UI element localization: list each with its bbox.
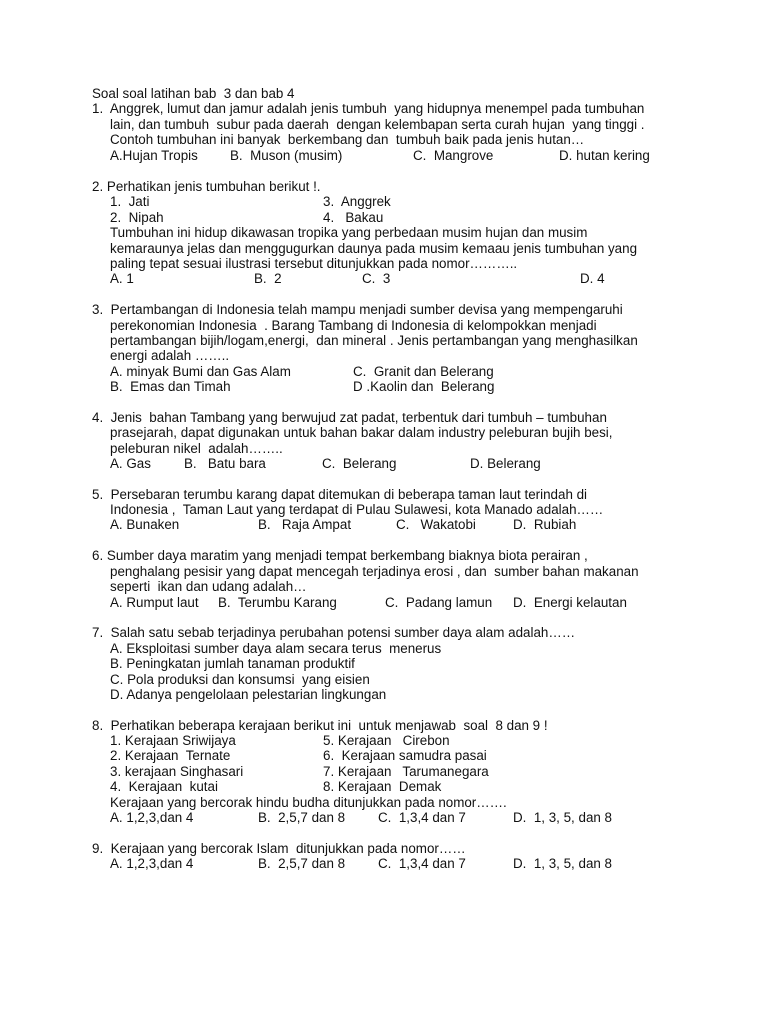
option-d[interactable]: D. Energi kelautan	[513, 595, 627, 610]
option-b[interactable]: B. Raja Ampat	[258, 517, 352, 532]
question-8-line: 8. Perhatikan beberapa kerajaan berikut ini untuk menjawab soal 8 dan 9 !	[92, 718, 548, 733]
list-item: 1. Jati	[110, 194, 150, 209]
option-d[interactable]: D. hutan kering	[559, 148, 650, 163]
question-3-line: pertambangan bijih/logam,energi, dan mineral . Jenis pertambangan yang menghasilkan	[110, 333, 638, 348]
option-a[interactable]: A. Gas	[110, 456, 151, 471]
question-3-line: 3. Pertambangan di Indonesia telah mampu menjadi sumber devisa yang mempengaruhi	[92, 302, 623, 317]
option-a[interactable]: A. Bunaken	[110, 517, 180, 532]
option-c[interactable]: C. Padang lamun	[385, 595, 493, 610]
list-item: 2. Nipah	[110, 210, 164, 225]
list-item: 1. Kerajaan Sriwijaya	[110, 733, 236, 748]
option-d[interactable]: D. Belerang	[470, 456, 541, 471]
question-5-line: Indonesia , Taman Laut yang terdapat di Pulau Sulawesi, kota Manado adalah……	[110, 502, 604, 517]
question-9-line: 9. Kerajaan yang bercorak Islam ditunjukkan pada nomor……	[92, 841, 466, 856]
question-6-line: seperti ikan dan udang adalah…	[110, 579, 307, 594]
question-6-line: 6. Sumber daya maratim yang menjadi tempat berkembang biaknya biota perairan ,	[92, 548, 588, 563]
question-7-line: 7. Salah satu sebab terjadinya perubahan potensi sumber daya alam adalah……	[92, 625, 576, 640]
list-item: 6. Kerajaan samudra pasai	[323, 748, 487, 763]
option-b[interactable]: B. Muson (musim)	[230, 148, 343, 163]
option-a[interactable]: A.Hujan Tropis	[110, 148, 198, 163]
option-c[interactable]: C. Mangrove	[413, 148, 494, 163]
option-a[interactable]: A. 1,2,3,dan 4	[110, 856, 194, 871]
option-c[interactable]: C. Granit dan Belerang	[353, 364, 494, 379]
list-item: 4. Kerajaan kutai	[110, 779, 218, 794]
option-a[interactable]: A. 1	[110, 271, 134, 286]
option-a[interactable]: A. 1,2,3,dan 4	[110, 810, 194, 825]
question-1-line: 1. Anggrek, lumut dan jamur adalah jenis tumbuh yang hidupnya menempel pada tumbuhan	[92, 101, 645, 116]
option-c[interactable]: C. Pola produksi dan konsumsi yang eisien	[110, 672, 370, 687]
question-4-line: prasejarah, dapat digunakan untuk bahan bakar dalam industry peleburan bujih besi,	[110, 425, 613, 440]
list-item: 4. Bakau	[323, 210, 384, 225]
list-item: 7. Kerajaan Tarumanegara	[323, 764, 489, 779]
question-2-line: Tumbuhan ini hidup dikawasan tropika yang perbedaan musim hujan dan musim	[110, 225, 588, 240]
list-item: 2. Kerajaan Ternate	[110, 748, 231, 763]
question-4-line: peleburan nikel adalah……..	[110, 441, 283, 456]
option-c[interactable]: C. Wakatobi	[396, 517, 476, 532]
option-d[interactable]: D .Kaolin dan Belerang	[353, 379, 495, 394]
option-b[interactable]: B. 2,5,7 dan 8	[258, 856, 346, 871]
option-b[interactable]: B. Peningkatan jumlah tanaman produktif	[110, 656, 355, 671]
question-5-line: 5. Persebaran terumbu karang dapat ditemukan di beberapa taman laut terindah di	[92, 487, 588, 502]
question-2-line: paling tepat sesuai ilustrasi tersebut ditunjukkan pada nomor………..	[110, 256, 518, 271]
question-1-line: Contoh tumbuhan ini banyak berkembang dan tumbuh baik pada jenis hutan…	[110, 132, 585, 147]
option-b[interactable]: B. 2	[254, 271, 282, 286]
option-a[interactable]: A. Eksploitasi sumber daya alam secara terus menerus	[110, 641, 442, 656]
option-c[interactable]: C. 3	[362, 271, 391, 286]
option-c[interactable]: C. 1,3,4 dan 7	[378, 856, 466, 871]
option-b[interactable]: B. Batu bara	[184, 456, 266, 471]
list-item: 3. kerajaan Singhasari	[110, 764, 244, 779]
question-2-line: kemaraunya jelas dan menggugurkan daunya pada musim kemaau jenis tumbuhan yang	[110, 241, 638, 256]
option-a[interactable]: A. Rumput laut	[110, 595, 199, 610]
question-2-line: 2. Perhatikan jenis tumbuhan berikut !.	[92, 179, 321, 194]
question-3-line: energi adalah ……..	[110, 348, 230, 363]
option-d[interactable]: D. 4	[580, 271, 605, 286]
list-item: 8. Kerajaan Demak	[323, 779, 442, 794]
option-c[interactable]: C. Belerang	[322, 456, 397, 471]
option-b[interactable]: B. Emas dan Timah	[110, 379, 231, 394]
option-b[interactable]: B. Terumbu Karang	[218, 595, 337, 610]
option-d[interactable]: D. 1, 3, 5, dan 8	[513, 810, 613, 825]
option-d[interactable]: D. Rubiah	[513, 517, 577, 532]
worksheet-title: Soal soal latihan bab 3 dan bab 4	[92, 86, 295, 101]
question-4-line: 4. Jenis bahan Tambang yang berwujud zat padat, terbentuk dari tumbuh – tumbuhan	[92, 410, 607, 425]
list-item: 5. Kerajaan Cirebon	[323, 733, 450, 748]
option-a[interactable]: A. minyak Bumi dan Gas Alam	[110, 364, 291, 379]
option-c[interactable]: C. 1,3,4 dan 7	[378, 810, 466, 825]
option-d[interactable]: D. Adanya pengelolaan pelestarian lingkungan	[110, 687, 387, 702]
question-1-line: lain, dan tumbuh subur pada daerah dengan kelembapan serta curah hujan yang tinggi .	[110, 117, 645, 132]
question-8-line: Kerajaan yang bercorak hindu budha ditunjukkan pada nomor…….	[110, 795, 507, 810]
question-6-line: penghalang pesisir yang dapat mencegah terjadinya erosi , dan sumber bahan makanan	[110, 564, 639, 579]
option-d[interactable]: D. 1, 3, 5, dan 8	[513, 856, 613, 871]
list-item: 3. Anggrek	[323, 194, 391, 209]
question-3-line: perekonomian Indonesia . Barang Tambang di Indonesia di kelompokkan menjadi	[110, 318, 597, 333]
option-b[interactable]: B. 2,5,7 dan 8	[258, 810, 346, 825]
